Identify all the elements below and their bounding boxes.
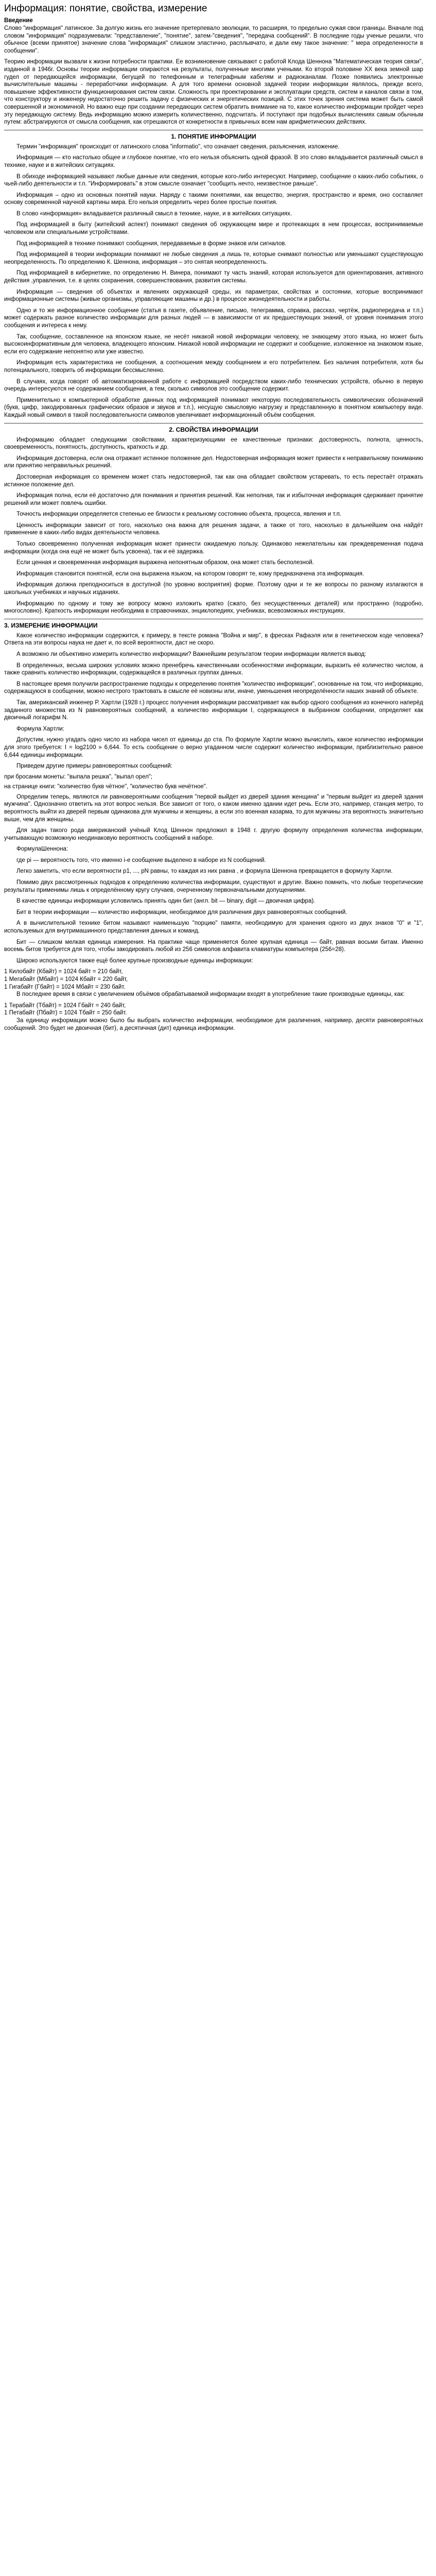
paragraph: Помимо двух рассмотренных подходов к определению количества информации, существуют и другие. Важно помнить, что любые теоретические результаты применимы лишь к определённому кругу случаев, очерченному первоначальными допущениями.: [4, 879, 423, 893]
paragraph: Теорию информации вызвали к жизни потребности практики. Ее возникновение связывают с работой Клода Шеннона "Математическая теория связи", изданной в 1946г. Основы теории информации опираются на результаты, полученные многими учеными. Ко второй половине XX века земной шар гудел от передающейся информации, бегущей по телефонным и телеграфным кабелям и радиоканалам. Позже появились электронные вычислительные машины - переработчики информации. А для того времени основной задачей теории информации являлось, прежде всего, повышение эффективности функционирования систем связи. Сложность при проектировании и эксплуатации средств, систем и каналов связи в том, что конструктору и инженеру недостаточно решить задачу с физических и энергетических позиций. С этих точек зрения система может быть самой совершенной и экономичной. Но важно еще при создании передающих систем обратить внимание на то, какое количество информации пройдет через эту передающую систему. Ведь информацию можно измерить количественно, подсчитать. И поступают при подобных вычислениях самым обычным путем: абстрагируются от смысла сообщения, как отрешаются от конкретности в привычных всем нам арифметических действиях.: [4, 59, 423, 126]
paragraph: Информация полна, если её достаточно для понимания и принятия решений. Как неполная, так и избыточная информация сдерживает принятие решений или может повлечь ошибки.: [4, 493, 423, 506]
paragraph: Информацию по одному и тому же вопросу можно изложить кратко (сжато, без несущественных деталей) или пространно (подробно, многословно). Краткость информации необходима в справочниках, энциклопедиях, учебниках, всевозможных инструкциях.: [4, 600, 423, 615]
page-title: Информация: понятие, свойства, измерение: [4, 3, 207, 14]
paragraph: Так, сообщение, составленное на японском языке, не несёт никакой новой информации человеку, не знающему этого языка, но может быть высокоинформативным для человека, владеющего японским. Никакой новой информации не содержит и сообщение, изложенное на знакомом языке, если его содержание непонятно или уже известно.: [4, 333, 423, 355]
document-page: [0, 3, 427, 1032]
paragraph: Применительно к компьютерной обработке данных под информацией понимают некоторую последовательность символических обозначений (букв, цифр, закодированных графических образов и звуков и т.п.), несущую смысловую нагрузку и представленную в понятном компьютеру виде. Каждый новый символ в такой последовательности символов увеличивает информационный объём сообщения.: [4, 397, 423, 418]
paragraph: Информация — сведения об объектах и явлениях окружающей среды, их параметрах, свойствах и состоянии, которые воспринимают информационные системы (живые организмы, управляющие машины и др.) в процессе жизнедеятельности и работы.: [4, 289, 423, 303]
paragraph: Так, американский инженер Р. Хартли (1928 г.) процесс получения информации рассматривает как выбор одного сообщения из конечного наперёд заданного множества из N равновероятных сообщений, а количество информации I, содержащееся в выбранном сообщении, определяет как двоичный логарифм N.: [4, 699, 423, 721]
unit-line: 1 Гигабайт (Гбайт) = 1024 Мбайт = 230 байт.: [4, 984, 126, 990]
list-item: при бросании монеты: "выпала решка", "выпал орел";: [4, 773, 153, 780]
section-heading: 3. ИЗМЕРЕНИЕ ИНФОРМАЦИИ: [4, 621, 98, 629]
paragraph: Под информацией в быту (житейский аспект) понимают сведения об окружающем мире и протекающих в нем процессах, воспринимаемые человеком или специальными устройствами.: [4, 222, 423, 236]
paragraph: Для задач такого рода американский учёный Клод Шеннон предложил в 1948 г. другую формулу определения количества информации, учитывающую возможную неодинаковую вероятность сообщений в наборе.: [4, 827, 423, 841]
paragraph: Достоверная информация со временем может стать недостоверной, так как она обладает свойством устаревать, то есть перестаёт отражать истинное положение дел.: [4, 473, 423, 488]
paragraph: Приведем другие примеры равновероятных сообщений:: [16, 763, 172, 770]
paragraph: В последнее время в связи с увеличением объёмов обрабатываемой информации входят в употребление такие производные единицы, как:: [16, 991, 405, 998]
paragraph: Если ценная и своевременная информация выражена непонятным образом, она может стать бесполезной.: [16, 560, 314, 566]
paragraph: В случаях, когда говорят об автоматизированной работе с информацией посредством каких-либо технических устройств, обычно в первую очередь интересуются не содержанием сообщения, а тем, сколько символов это сообщение содержит.: [4, 378, 423, 393]
paragraph: В слово «информация» вкладывается различный смысл в технике, науке, и в житейских ситуациях.: [16, 210, 292, 217]
paragraph: Только своевременно полученная информация может принести ожидаемую пользу. Одинаково нежелательны как преждевременная подача информации (когда она ещё не может быть усвоена), так и её задержка.: [4, 541, 423, 555]
section-heading: 2. СВОЙСТВА ИНФОРМАЦИИ: [169, 426, 258, 433]
paragraph: Информация — кто настолько общее и глубокое понятие, что его нельзя объяснить одной фразой. В это слово вкладывается различный смысл в технике, науке и в житейских ситуациях.: [4, 155, 423, 168]
paragraph: где pi — вероятность того, что именно i-е сообщение выделено в наборе из N сообщений.: [16, 857, 266, 863]
paragraph: Слово "информация" латинское. За долгую жизнь его значение претерпевало эволюции, то расширяя, то предельно сужая свои границы. Вначале под словом "информация" подразумевали: "представление", "понятие", затем-"сведения", "передача сообщений". В последние годы ученые решили, что обычное (всеми принятое) значение слова "информация" слишком эластично, расплывчато, и дали ему такое значение: " мера определенности в сообщении".: [4, 25, 423, 54]
list-item: на странице книги: "количество букв чётное", "количество букв нечётное".: [4, 783, 207, 790]
paragraph: Бит — слишком мелкая единица измерения. На практике чаще применяется более крупная единица — байт, равная восьми битам. Именно восемь битов требуется для того, чтобы закодировать любой из 256 символов алфавита клавиатуры компьютера (256=28).: [4, 939, 423, 953]
paragraph: Формула Хартли:: [16, 725, 64, 732]
document-body: [4, 25, 423, 1032]
paragraph: Под информацией в кибернетике, по определению Н. Винера, понимают ту часть знаний, которая используется для ориентирования, активного действия ,управления, т.е. в целях сохранения, совершенствования, развития системы.: [4, 270, 423, 284]
paragraph: В обиходе информацией называют любые данные или сведения, которые кого-либо интересуют. Например, сообщение о каких-либо событиях, о чьей-либо деятельности и т.п. "Информировать" в этом смысле означает "сообщить нечто, неизвестное раньше".: [4, 173, 423, 188]
paragraph: Бит в теории информации — количество информации, необходимое для различения двух равновероятных сообщений.: [16, 909, 347, 916]
paragraph: Широко используются также ещё более крупные производные единицы информации:: [16, 957, 253, 964]
paragraph: В настоящее время получили распространение подходы к определению понятия "количество информации", основанные на том, что информацию, содержащуюся в сообщении, можно нестрого трактовать в смысле её новизны или, иначе, уменьшения неопределённости наших знаний об объекте.: [4, 681, 423, 695]
paragraph: Точность информации определяется степенью ее близости к реальному состоянию объекта, процесса, явления и т.п.: [16, 511, 342, 518]
paragraph: Какое количество информации содержится, к примеру, в тексте романа "Война и мир", в фресках Рафаэля или в генетическом коде человека? Ответа на эти вопросы наука не дает и, по всей вероятности, даст не скоро.: [4, 632, 423, 647]
paragraph: А возможно ли объективно измерить количество информации? Важнейшим результатом теории информации является вывод:: [16, 651, 367, 657]
paragraph: Одно и то же информационное сообщение (статья в газете, объявление, письмо, телеграмма, справка, рассказ, чертёж, радиопередача и т.п.) может содержать разное количество информации для разных людей — в зависимости от их предшествующих знаний, от уровня понимания этого сообщения и интереса к нему.: [4, 307, 423, 329]
unit-line: 1 Терабайт (Тбайт) = 1024 Гбайт = 240 байт,: [4, 1002, 126, 1009]
paragraph: Информацию обладает следующими свойствами, характеризующими ее качественные признаки: достоверность, полнота, ценность, своевременность, понятность, доступность, краткость и др.: [4, 436, 423, 451]
paragraph: Информация достоверна, если она отражает истинное положение дел. Недостоверная информация может привести к неправильному пониманию или принятию неправильных решений.: [4, 455, 423, 469]
paragraph: В определенных, весьма широких условиях можно пренебречь качественными особенностями информации, выразить её количество числом, а также сравнить количество информации, содержащейся в различных группах данных.: [4, 662, 423, 676]
paragraph: Под информацией в теории информации понимают не любые сведения ,а лишь те, которые снимают полностью или уменьшают существующую неопределенность. По определению К. Шеннона, информация – это снятая неопределенность.: [4, 251, 423, 265]
paragraph: Ценность информации зависит от того, насколько она важна для решения задачи, а также от того, насколько в дальнейшем она найдёт применение в каких-либо видах деятельности человека.: [4, 522, 423, 536]
paragraph: За единицу информации можно было бы выбрать количество информации, необходимое для различения, например, десяти равновероятных сообщений. Это будет не двоичная (бит), а десятичная (дит) единица информации.: [4, 1017, 423, 1031]
paragraph: Определим теперь, являются ли равновероятными сообщения "первой выйдет из дверей здания женщина" и "первым выйдет из дверей здания мужчина". Однозначно ответить на этот вопрос нельзя. Все зависит от того, о каком именно здании идет речь. Если это, например, станция метро, то вероятность выйти из дверей первым одинакова для мужчины и женщины, а если это военная казарма, то для мужчины эта вероятность значительно выше, чем для женщины.: [4, 793, 423, 823]
intro-heading: Введение: [4, 18, 33, 24]
unit-line: 1 Килобайт (Кбайт) = 1024 байт = 210 байт,: [4, 969, 123, 975]
unit-line: 1 Петабайт (Пбайт) = 1024 Тбайт = 250 байт.: [4, 1010, 127, 1016]
paragraph: А в вычислительной технике битом называют наименьшую "порцию" памяти, необходимую для хранения одного из двух знаков "0" и "1", используемых для внутримашинного представления данных и команд.: [4, 920, 423, 935]
paragraph: ФормулаШеннона:: [16, 846, 68, 853]
paragraph: В качестве единицы информации условились принять один бит (англ. bit — binary, digit — двоичная цифра).: [16, 898, 316, 905]
paragraph: Легко заметить, что если вероятности p1, ..., pN равны, то каждая из них равна , и формула Шеннона превращается в формулу Хартли.: [16, 868, 393, 875]
paragraph: Термин "информация" происходит от латинского слова "informatio", что означает сведения, разъяснения, изложение.: [16, 143, 340, 150]
paragraph: Под информацией в технике понимают сообщения, передаваемые в форме знаков или сигналов.: [16, 240, 287, 247]
paragraph: Информация должна преподноситься в доступной (по уровню восприятия) форме. Поэтому одни и те же вопросы по разному излагаются в школьных учебниках и научных изданиях.: [4, 582, 423, 596]
paragraph: Информация есть характеристика не сообщения, а соотношения между сообщением и его потребителем. Без наличия потребителя, хотя бы потенциального, говорить об информации бессмысленно.: [4, 360, 423, 374]
unit-line: 1 Мегабайт (Мбайт) = 1024 Кбайт = 220 байт,: [4, 976, 128, 982]
paragraph: Информация – одно из основных понятий науки. Наряду с такими понятиями, как вещество, энергия, пространство и время, оно составляет основу современной научной картины мира. Его нельзя определить через более простые понятия.: [4, 192, 423, 206]
paragraph: Допустим, нужно угадать одно число из набора чисел от единицы до ста. По формуле Хартли можно вычислить, какое количество информации для этого требуется: I = log2100 » 6,644. То есть сообщение о верно угаданном числе содержит количество информации, приблизительно равное 6,644 единицы информации.: [4, 737, 423, 758]
paragraph: Информация становится понятной, если она выражена языком, на котором говорят те, кому предназначена эта информация.: [16, 570, 364, 577]
section-heading: 1. ПОНЯТИЕ ИНФОРМАЦИИ: [171, 132, 256, 140]
